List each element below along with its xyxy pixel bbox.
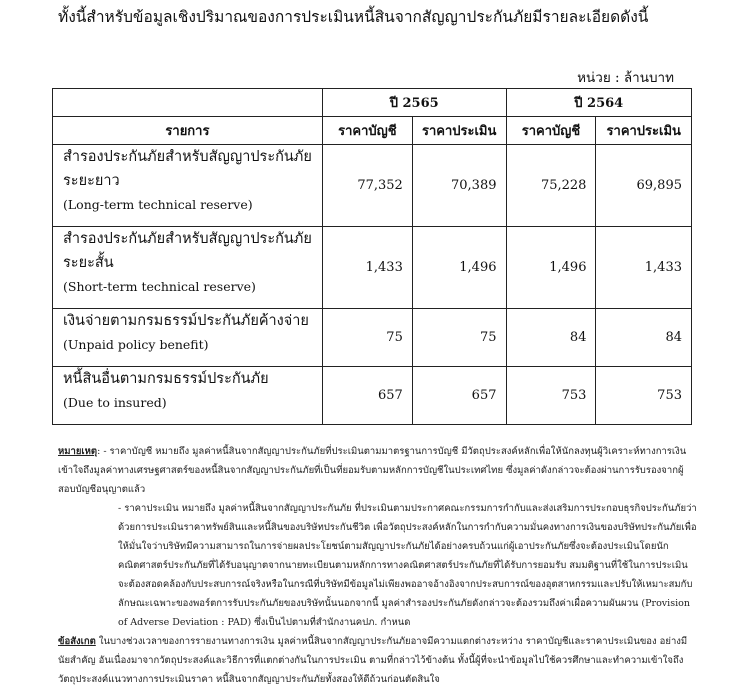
- year-header-2564: ปี 2564: [506, 89, 692, 117]
- appraised-value-header-2565: ราคาประเมิน: [412, 117, 506, 145]
- row-item-line: สำรองประกันภัยสำหรับสัญญาประกันภัย: [63, 149, 312, 165]
- book-value-header-2565: ราคาบัญชี: [322, 117, 412, 145]
- row-item-english: (Short-term technical reserve): [63, 279, 256, 294]
- row-item-line: หนี้สินอื่นตามกรมธรรม์ประกันภัย: [63, 371, 269, 387]
- value-cell: 75: [412, 309, 506, 367]
- table-row: [53, 227, 692, 309]
- value-cell: 1,496: [412, 227, 506, 309]
- item-column-header: รายการ: [53, 117, 323, 145]
- row-item-line: เงินจ่ายตามกรมธรรม์ประกันภัยค้างจ่าย: [63, 313, 309, 329]
- note-paragraph: [58, 442, 698, 499]
- row-item-label: [53, 309, 323, 367]
- value-cell: 69,895: [596, 145, 692, 227]
- row-item-english: (Unpaid policy benefit): [63, 337, 209, 352]
- note-text-appraised-value: - ราคาประเมิน หมายถึง มูลค่าหนี้สินจากสัญญาประกันภัย ที่ประเมินตามประกาศคณะกรรมการกำกับและส่งเสริมการประกอบธุรกิจประกันภัยว่าด้วยการประเมินราคาทรัพย์สินและหนี้สินของบริษัทประกันชีวิต เพื่อวัตถุประสงค์หลักในการกำกับความมั่นคงทางการเงินของบริษัทประกันภัยเพื่อให้มั่นใจว่าบริษัทมีความสามารถในการจ่ายผลประโยชน์ตามสัญญาประกันภัยได้อย่างครบถ้วนแก่ผู้เอาประกันภัยซึ่งจะต้องประเมินโดยนักคณิตศาสตร์ประกันภัยที่ได้รับอนุญาตจากนายทะเบียนตามหลักการทางคณิตศาสตร์ประกันภัยที่ได้รับการยอมรับ สมมติฐานที่ใช้ในการประเมินจะต้องสอดคล้องกับประสบการณ์จริงหรือในกรณีที่บริษัทมีข้อมูลไม่เพียงพออาจอ้างอิงจากประสบการณ์ของอุตสาหกรรมและปรับให้เหมาะสมกับลักษณะเฉพาะของพอร์ตการรับประกันภัยของบริษัทนั้นนอกจากนี้ มูลค่าสำรองประกันภัยดังกล่าวจะต้องรวมถึงค่าเผื่อความผันผวน (Provision of Adverse Deviation : PAD) ซึ่งเป็นไปตามที่สำนักงานคปภ. กำหนด: [118, 503, 697, 628]
- row-item-label: [53, 367, 323, 425]
- table-row: [53, 145, 692, 227]
- value-cell: 1,496: [506, 227, 596, 309]
- value-cell: 75: [322, 309, 412, 367]
- year-header-2565: ปี 2565: [322, 89, 506, 117]
- value-cell: 84: [596, 309, 692, 367]
- value-cell: 753: [596, 367, 692, 425]
- caution-paragraph: [58, 632, 698, 689]
- intro-text: ทั้งนี้สำหรับข้อมูลเชิงปริมาณของการประเมินหนี้สินจากสัญญาประกันภัยมีรายละเอียดดังนี้: [58, 8, 649, 26]
- liability-valuation-table: [52, 88, 692, 425]
- value-cell: 77,352: [322, 145, 412, 227]
- header-cell-empty: [53, 89, 323, 117]
- table-row: [53, 367, 692, 425]
- value-cell: 70,389: [412, 145, 506, 227]
- caution-label: ข้อสังเกต: [58, 636, 96, 647]
- row-item-line: ระยะสั้น: [63, 255, 114, 271]
- value-cell: 657: [412, 367, 506, 425]
- appraised-value-header-2564: ราคาประเมิน: [596, 117, 692, 145]
- row-item-line: ระยะยาว: [63, 173, 120, 189]
- row-item-english: (Long-term technical reserve): [63, 197, 253, 212]
- value-cell: 1,433: [322, 227, 412, 309]
- unit-label: หน่วย : ล้านบาท: [577, 70, 674, 86]
- value-cell: 75,228: [506, 145, 596, 227]
- note-text-book-value: : - ราคาบัญชี หมายถึง มูลค่าหนี้สินจากสัญญาประกันภัยที่ประเมินตามมาตรฐานการบัญชี มีวัตถุประสงค์หลักเพื่อให้นักลงทุนผู้วิเคราะห์ทางการเงินเข้าใจถึงมูลค่าทางเศรษฐศาสตร์ของหนี้สินจากสัญญาประกันภัยที่เป็นที่ยอมรับตามหลักการบัญชีในประเทศไทย ซึ่งมูลค่าดังกล่าวจะต้องผ่านการรับรองจากผู้สอบบัญชีอนุญาตแล้ว: [58, 446, 687, 495]
- value-cell: 1,433: [596, 227, 692, 309]
- caution-text: ในบางช่วงเวลาของการรายงานทางการเงิน มูลค่าหนี้สินจากสัญญาประกันภัยอาจมีความแตกต่างระหว่าง ราคาบัญชีและราคาประเมินของ อย่างมีนัยสำคัญ อันเนื่องมาจากวัตถุประสงค์และวิธีการที่แตกต่างกันในการประเมิน ตามที่กล่าวไว้ข้างต้น ทั้งนี้ผู้ที่จะนำข้อมูลไปใช้ควรศึกษาและทำความเข้าใจถึงวัตถุประสงค์แนวทางการประเมินราคา หนี้สินจากสัญญาประกันภัยทั้งสองให้ดีถ้วนก่อนตัดสินใจ: [58, 636, 688, 685]
- row-item-label: [53, 145, 323, 227]
- row-item-line: สำรองประกันภัยสำหรับสัญญาประกันภัย: [63, 231, 312, 247]
- book-value-header-2564: ราคาบัญชี: [506, 117, 596, 145]
- value-cell: 753: [506, 367, 596, 425]
- footnotes: [58, 442, 698, 689]
- row-item-english: (Due to insured): [63, 395, 167, 410]
- value-cell: 84: [506, 309, 596, 367]
- row-item-label: [53, 227, 323, 309]
- note-label: หมายเหตุ: [58, 446, 98, 457]
- value-cell: 657: [322, 367, 412, 425]
- table-row: [53, 309, 692, 367]
